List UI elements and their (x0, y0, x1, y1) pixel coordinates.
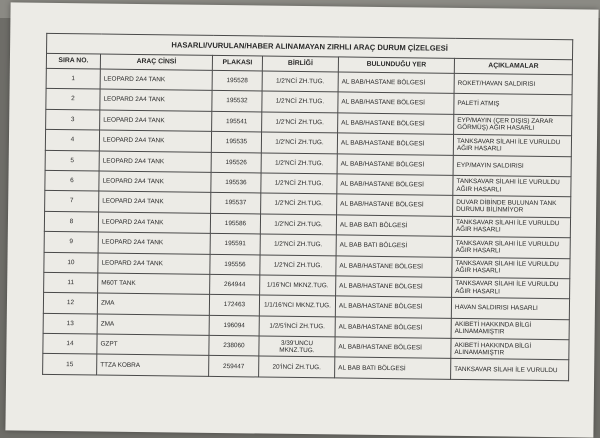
notes-cell: TANKSAVAR SİLAHI İLE VURULDU (451, 359, 569, 381)
location-cell: AL BAB BATI BÖLGESİ (336, 235, 452, 257)
row-number-cell: 8 (44, 211, 98, 232)
plate-number-cell: 196094 (209, 315, 259, 336)
document-title: HASARLI/VURULAN/HABER ALINAMAYAN ZIRHLI ARAÇ DURUM ÇİZELGESİ (47, 33, 573, 59)
row-number-cell: 1 (46, 68, 100, 89)
plate-number-cell: 195526 (211, 152, 261, 173)
location-cell: AL BAB/HASTANE BÖLGESİ (337, 174, 453, 196)
header-type: ARAÇ CİNSİ (100, 54, 212, 70)
row-number-cell: 9 (44, 231, 98, 252)
notes-cell: DUVAR DİBİNDE BULUNAN TANK DURUMU BİLİNMİYOR (453, 196, 571, 218)
location-cell: AL BAB/HASTANE BÖLGESİ (335, 317, 451, 339)
unit-name-cell: 1/2'NCİ ZH.TUG. (260, 214, 336, 235)
plate-number-cell: 264944 (210, 274, 260, 295)
row-number-cell: 3 (46, 109, 100, 130)
notes-cell: EYP/MAYIN (ÇER DIŞIS) ZARAR GÖRMÜŞ) AĞIR HASARLI (454, 114, 572, 136)
plate-number-cell: 195541 (212, 111, 262, 132)
notes-cell: TANKSAVAR SİLAHI İLE VURULDU AĞIR HASARLI (453, 175, 571, 197)
notes-cell: TANKSAVAR SİLAHI İLE VURULDU AĞIR HASARLI (453, 135, 571, 157)
notes-cell: TANKSAVAR SİLAHI İLE VURULDU AĞIR HASARLI (452, 257, 570, 279)
location-cell: AL BAB/HASTANE BÖLGESİ (337, 194, 453, 216)
vehicle-type-cell: LEOPARD 2A4 TANK (100, 69, 212, 91)
unit-name-cell: 1/2'NCİ ZH.TUG. (261, 132, 337, 153)
plate-number-cell: 195535 (211, 132, 261, 153)
unit-name-cell: 1/2'NCİ ZH.TUG. (262, 71, 338, 92)
row-number-cell: 14 (43, 333, 97, 354)
unit-name-cell: 1/2'NCİ ZH.TUG. (260, 234, 336, 255)
row-number-cell: 10 (44, 252, 98, 273)
vehicle-type-cell: LEOPARD 2A4 TANK (99, 191, 211, 213)
vehicle-type-cell: LEOPARD 2A4 TANK (98, 253, 210, 275)
vehicle-type-cell: LEOPARD 2A4 TANK (99, 130, 211, 152)
vehicle-type-cell: GZPT (97, 334, 209, 356)
notes-cell: TANKSAVAR SİLAHI İLE VURULDU AĞIR HASARLI (452, 277, 570, 299)
location-cell: AL BAB/HASTANE BÖLGESİ (337, 153, 453, 175)
unit-name-cell: 1/2'NCİ ZH.TUG. (262, 112, 338, 133)
paper-sheet (5, 2, 598, 437)
unit-name-cell: 20'İNCİ ZH.TUG. (259, 356, 335, 377)
header-unit: BİRLİĞİ (262, 56, 338, 72)
notes-cell: ROKET/HAVAN SALDIRISI (454, 73, 572, 95)
row-number-cell: 6 (45, 170, 99, 191)
unit-name-cell: 1/2'NCİ ZH.TUG. (261, 153, 337, 174)
vehicle-type-cell: M60T TANK (98, 273, 210, 295)
notes-cell: AKIBETİ HAKKINDA BİLGİ ALINAMAMIŞTIR (451, 338, 569, 360)
location-cell: AL BAB/HASTANE BÖLGESİ (337, 133, 453, 155)
header-no: SIRA NO. (46, 53, 100, 69)
notes-cell: EYP/MAYIN SALDIRISI (453, 155, 571, 177)
notes-cell: TANKSAVAR SİLAHI İLE VURULDU AĞIR HASARLI (452, 216, 570, 238)
unit-name-cell: 1/2'NCİ ZH.TUG. (262, 91, 338, 112)
row-number-cell: 13 (43, 313, 97, 334)
vehicle-type-cell: ZMA (97, 293, 209, 315)
vehicle-type-cell: TTZA KOBRA (97, 354, 209, 376)
vehicle-type-cell: LEOPARD 2A4 TANK (98, 212, 210, 234)
notes-cell: PALETİ ATMIŞ (454, 94, 572, 116)
row-number-cell: 7 (45, 191, 99, 212)
location-cell: AL BAB/HASTANE BÖLGESİ (338, 113, 454, 135)
row-number-cell: 2 (46, 89, 100, 110)
plate-number-cell: 195537 (211, 193, 261, 214)
unit-name-cell: 1/1/16'NCI MKNZ.TUG. (259, 295, 335, 316)
row-number-cell: 4 (45, 130, 99, 151)
row-number-cell: 11 (44, 272, 98, 293)
plate-number-cell: 195591 (210, 234, 260, 255)
unit-name-cell: 1/2'NCİ ZH.TUG. (261, 193, 337, 214)
plate-number-cell: 195556 (210, 254, 260, 275)
row-number-cell: 15 (43, 354, 97, 375)
plate-number-cell: 195586 (210, 213, 260, 234)
notes-cell: HAVAN SALDIRISI HASARLI (451, 298, 569, 320)
unit-name-cell: 1/2'NCİ ZH.TUG. (260, 255, 336, 276)
plate-number-cell: 259447 (209, 356, 259, 377)
location-cell: AL BAB/HASTANE BÖLGESİ (336, 255, 452, 277)
row-number-cell: 12 (43, 293, 97, 314)
location-cell: AL BAB BATI BÖLGESİ (335, 357, 451, 379)
vehicle-type-cell: LEOPARD 2A4 TANK (98, 232, 210, 254)
unit-name-cell: 3/39'UNCU MKNZ.TUG. (259, 336, 335, 357)
plate-number-cell: 195536 (211, 172, 261, 193)
table-body (43, 68, 573, 380)
plate-number-cell: 238060 (209, 335, 259, 356)
vehicle-type-cell: LEOPARD 2A4 TANK (99, 171, 211, 193)
location-cell: AL BAB/HASTANE BÖLGESİ (338, 72, 454, 94)
unit-name-cell: 1/2'NCİ ZH.TUG. (261, 173, 337, 194)
unit-name-cell: 1/16'NCI MKNZ.TUG. (260, 275, 336, 296)
unit-name-cell: 1/2/5'İNCİ ZH.TUG. (259, 316, 335, 337)
location-cell: AL BAB/HASTANE BÖLGESİ (336, 276, 452, 298)
location-cell: AL BAB/HASTANE BÖLGESİ (335, 337, 451, 359)
vehicle-type-cell: LEOPARD 2A4 TANK (100, 110, 212, 132)
header-notes: AÇIKLAMALAR (454, 58, 572, 74)
plate-number-cell: 195532 (212, 91, 262, 112)
notes-cell: TANKSAVAR SİLAHI İLE VURULDU AĞIR HASARLI (452, 236, 570, 258)
location-cell: AL BAB BATI BÖLGESİ (336, 215, 452, 237)
vehicle-type-cell: LEOPARD 2A4 TANK (99, 151, 211, 173)
location-cell: AL BAB/HASTANE BÖLGESİ (338, 92, 454, 114)
location-cell: AL BAB/HASTANE BÖLGESİ (335, 296, 451, 318)
header-plate: PLAKASI (212, 55, 262, 71)
row-number-cell: 5 (45, 150, 99, 171)
plate-number-cell: 195528 (212, 70, 262, 91)
vehicle-status-table (42, 33, 573, 381)
plate-number-cell: 172463 (209, 295, 259, 316)
vehicle-type-cell: LEOPARD 2A4 TANK (100, 89, 212, 111)
vehicle-type-cell: ZMA (97, 314, 209, 336)
notes-cell: AKIBETİ HAKKINDA BİLGİ ALINAMAMIŞTIR (451, 318, 569, 340)
header-location: BULUNDUĞU YER (338, 57, 454, 73)
